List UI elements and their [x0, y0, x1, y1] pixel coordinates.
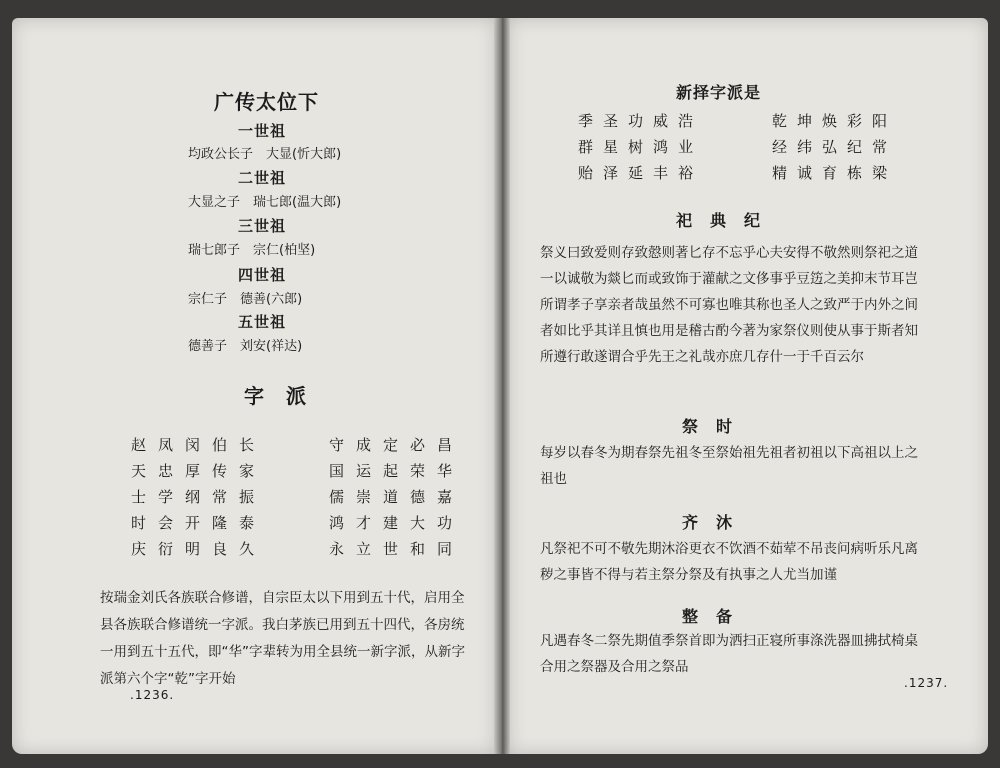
zipai-right-line-1: 守成定必昌 [329, 436, 465, 454]
generation-heading-1: 一世祖 [238, 122, 287, 140]
zipai-right-line-4: 鸿才建大功 [329, 514, 465, 532]
section-heading-jishi: 祭 时 [682, 417, 734, 436]
generation-line-2: 大显之子 瑞七郎(温大郎) [188, 195, 342, 210]
generation-heading-3: 三世祖 [238, 217, 287, 235]
zipai-left-line-3: 士学纲常振 [131, 488, 267, 506]
zipai-left-line-1: 赵凤闵伯长 [131, 436, 267, 454]
generation-heading-4: 四世祖 [238, 266, 287, 284]
zipai-right-line-5: 永立世和同 [329, 540, 465, 558]
zipai-right-column [329, 432, 464, 562]
new-zipai-right-line-3: 精诚育栋梁 [772, 164, 898, 182]
section-text-qimu: 凡祭祀不可不敬先期沐浴更衣不饮酒不茹荤不吊丧问病听乐凡离秽之事皆不得与若主祭分祭及有执事之人尤当加谨 [540, 541, 918, 583]
section-heading-sidian: 祀 典 纪 [676, 211, 762, 230]
generation-line-5: 德善子 刘安(祥达) [188, 339, 303, 354]
zipai-title: 字 派 [244, 384, 307, 408]
generation-line-1: 均政公长子 大显(忻大郎) [188, 147, 342, 162]
section-text-zhengbei: 凡遇春冬二祭先期值季祭首即为洒扫正寝所事涤洗器皿拂拭椅桌合用之祭器及合用之祭品 [540, 633, 918, 675]
generation-line-4: 宗仁子 德善(六郎) [188, 292, 303, 307]
left-page-paragraph: 按瑞金刘氏各族联合修谱，自宗臣太以下用到五十代，启用全县各族联合修谱统一字派。我白茅族已用到五十四代，各房统一用到五十五代，即“华”字辈转为用全县统一新字派，从新字派第六个字“乾”字开始 [100, 590, 465, 687]
new-zipai-left-line-1: 季圣功威浩 [578, 112, 704, 130]
left-page-number: .1236. [130, 688, 175, 702]
new-zipai-right-column [772, 108, 897, 186]
zipai-left-column [131, 432, 266, 562]
zipai-left-line-2: 天忠厚传家 [131, 462, 267, 480]
section-heading-qimu: 齐 沐 [682, 513, 734, 532]
zipai-left-line-5: 庆衍明良久 [131, 540, 267, 558]
zipai-right-line-3: 儒崇道德嘉 [329, 488, 465, 506]
new-zipai-left-line-2: 群星树鸿业 [578, 138, 704, 156]
book-gutter [494, 18, 510, 754]
section-heading-zhengbei: 整 备 [682, 607, 734, 626]
left-page-title: 广传太位下 [214, 90, 319, 114]
new-zipai-right-line-2: 经纬弘纪常 [772, 138, 898, 156]
zipai-right-line-2: 国运起荣华 [329, 462, 465, 480]
new-zipai-left-column [578, 108, 703, 186]
section-text-sidian: 祭义曰致爱则存致慤则著匕存不忘乎心夫安得不敬然则祭祀之道一以诚敬为燚匕而或致饰于灌献之文侈事乎豆笾之美抑末节耳岂所谓孝子享亲者哉虽然不可寡也唯其称也圣人之致严于内外之间者如比乎其详且慎也用是稽古酌今著为家祭仪则使从事于斯者知所遵行敢遂谓合乎先王之礼哉亦庶几存什一于千百云尔 [540, 245, 918, 365]
generation-heading-5: 五世祖 [238, 313, 287, 331]
new-zipai-title: 新择字派是 [676, 83, 762, 102]
generation-line-3: 瑞七郎子 宗仁(柏坚) [188, 243, 316, 258]
generation-heading-2: 二世祖 [238, 169, 287, 187]
zipai-left-line-4: 时会开隆泰 [131, 514, 267, 532]
new-zipai-right-line-1: 乾坤焕彩阳 [772, 112, 898, 130]
section-text-jishi: 每岁以春冬为期春祭先祖冬至祭始祖先祖者初祖以下高祖以上之祖也 [540, 445, 918, 487]
new-zipai-left-line-3: 贻泽延丰裕 [578, 164, 704, 182]
right-page-number: .1237. [904, 676, 949, 690]
